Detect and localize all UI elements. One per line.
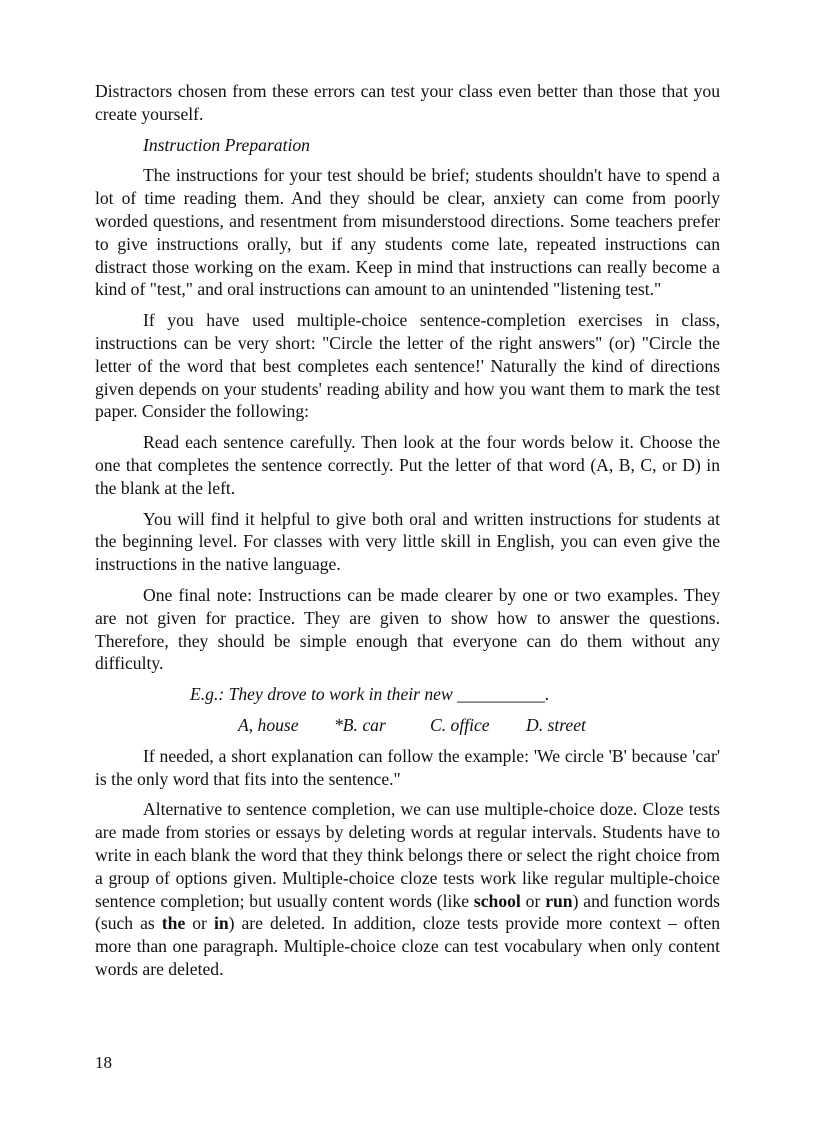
- section-heading: Instruction Preparation: [143, 134, 310, 155]
- choice-b: *B. car: [334, 714, 386, 735]
- cloze-text-2: or: [520, 890, 546, 911]
- cloze-bold-school: school: [473, 890, 521, 911]
- paragraph-short-instructions: If you have used multiple-choice sentence-completion exercises in class, instructions can be very short: "Circle the letter of the right answers" (or) "Circle the letter of the word that best completes each sentence!' Naturally the kind of directions given depends on your students' reading ability and how you want them to mark the test paper. Consider the following:: [95, 310, 720, 422]
- choice-d: D. street: [526, 714, 586, 735]
- cloze-bold-in: in: [213, 913, 229, 934]
- cloze-text-5: ) are deleted. In addition, cloze tests provide more context – often more than one paragraph. Multiple-choice cloze can test vocabulary when only content words are deleted.: [95, 913, 721, 979]
- example-sentence: E.g.: They drove to work in their new __________.: [190, 684, 550, 705]
- cloze-text-1: Alternative to sentence completion, we can use multiple-choice doze. Cloze tests are made from stories or essays by deleting words at regular intervals. Students have to write in each blank the word that they think belongs there or select the right choice from a group of options given. Multiple-choice cloze tests work like regular multiple-choice sentence completion; but usually content words (like: [95, 799, 720, 911]
- paragraph-sample-instructions: Read each sentence carefully. Then look at the four words below it. Choose the one that completes the sentence correctly. Put the letter of that word (A, B, C, or D) in the blank at the left.: [95, 432, 720, 498]
- intro-paragraph: Distractors chosen from these errors can test your class even better than those that you create yourself.: [95, 81, 720, 124]
- paragraph-instructions-brief: The instructions for your test should be brief; students shouldn't have to spend a lot of time reading them. And they should be clear, anxiety can come from poorly worded questions, and resentment from misunderstood directions. Some teachers prefer to give instructions orally, but if any students come late, repeated instructions can distract those working on the exam. Keep in mind that instructions can really become a kind of "test," and oral instructions can amount to an unintended "listening test.": [95, 165, 720, 300]
- cloze-text-3: ) and function words (such as: [95, 890, 721, 934]
- paragraph-final-note: One final note: Instructions can be made clearer by one or two examples. They are not given for practice. They are given to show how to answer the questions. Therefore, they should be simple enough that everyone can do them without any difficulty.: [95, 584, 720, 674]
- cloze-bold-the: the: [161, 913, 186, 934]
- choice-a: A, house: [238, 714, 299, 735]
- example-choices: [95, 714, 720, 737]
- page-number: 18: [95, 1053, 112, 1072]
- cloze-text-4: or: [185, 913, 214, 934]
- paragraph-explanation: If needed, a short explanation can follow the example: 'We circle 'B' because 'car' is the only word that fits into the sentence.": [95, 745, 720, 789]
- paragraph-oral-written: You will find it helpful to give both oral and written instructions for students at the beginning level. For classes with very little skill in English, you can even give the instructions in the native language.: [95, 508, 720, 575]
- choice-c: C. office: [430, 714, 490, 735]
- cloze-bold-run: run: [545, 890, 573, 911]
- paragraph-cloze: [95, 798, 720, 980]
- body-text: [95, 80, 720, 989]
